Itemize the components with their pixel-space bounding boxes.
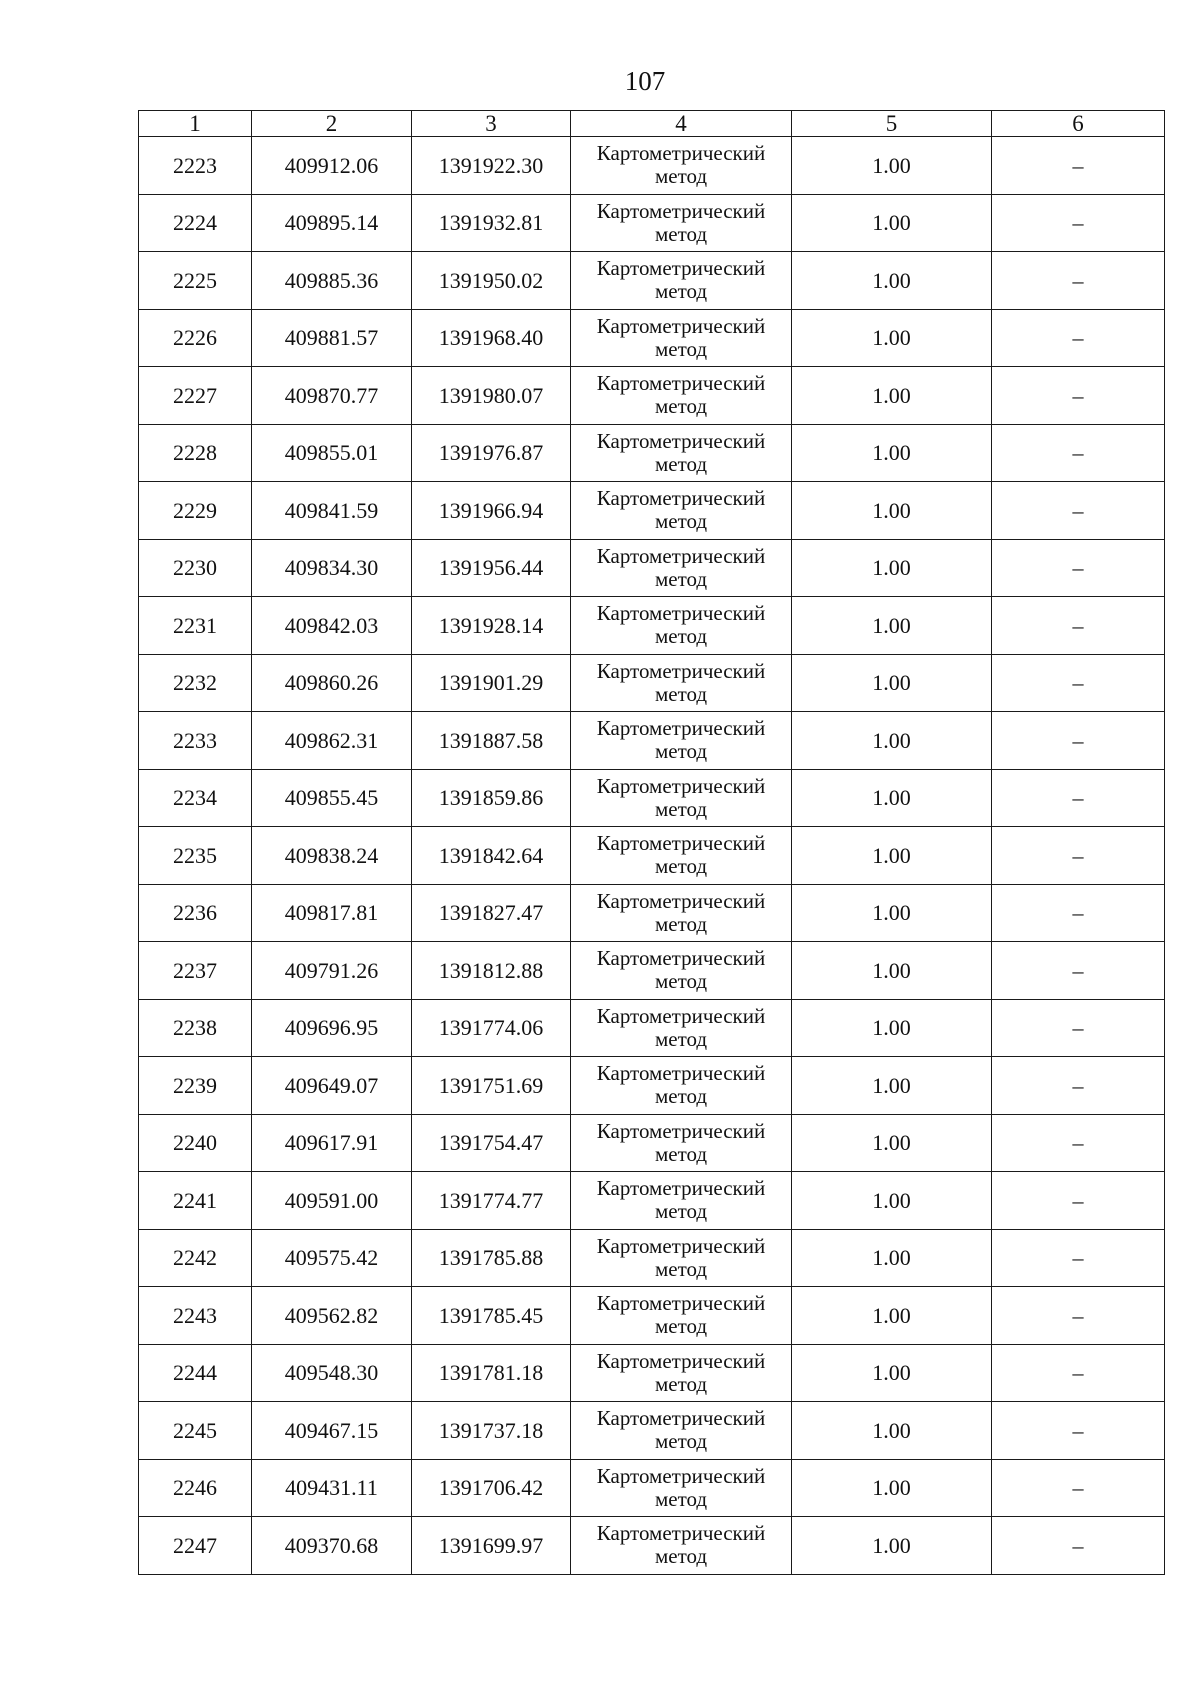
method-line-2: метод xyxy=(654,1256,708,1281)
table-row xyxy=(139,1344,1165,1402)
y-coordinate-cell: 1391976.87 xyxy=(412,424,571,482)
x-coordinate-cell: 409467.15 xyxy=(252,1402,412,1460)
method-line-1: Картометрический xyxy=(596,1406,766,1431)
y-coordinate-cell: 1391781.18 xyxy=(412,1344,571,1402)
note-cell: – xyxy=(992,424,1165,482)
table-body xyxy=(139,137,1165,1575)
accuracy-cell: 1.00 xyxy=(792,309,992,367)
method-line-2: метод xyxy=(654,164,708,189)
point-number-cell: 2230 xyxy=(139,539,252,597)
point-number-cell: 2244 xyxy=(139,1344,252,1402)
method-line-2: метод xyxy=(654,509,708,534)
accuracy-cell: 1.00 xyxy=(792,884,992,942)
note-cell: – xyxy=(992,367,1165,425)
method-line-2: метод xyxy=(654,336,708,361)
note-cell: – xyxy=(992,1287,1165,1345)
accuracy-cell: 1.00 xyxy=(792,539,992,597)
method-cell xyxy=(571,827,792,885)
point-number-cell: 2235 xyxy=(139,827,252,885)
method-cell xyxy=(571,194,792,252)
method-line-1: Картометрический xyxy=(596,946,766,971)
note-cell: – xyxy=(992,769,1165,827)
method-line-1: Картометрический xyxy=(596,543,766,568)
accuracy-cell: 1.00 xyxy=(792,1517,992,1575)
accuracy-cell: 1.00 xyxy=(792,1402,992,1460)
table-row xyxy=(139,424,1165,482)
method-line-2: метод xyxy=(654,681,708,706)
note-cell: – xyxy=(992,1517,1165,1575)
point-number-cell: 2240 xyxy=(139,1114,252,1172)
y-coordinate-cell: 1391922.30 xyxy=(412,137,571,195)
x-coordinate-cell: 409895.14 xyxy=(252,194,412,252)
point-number-cell: 2224 xyxy=(139,194,252,252)
column-header-5: 5 xyxy=(792,111,992,137)
y-coordinate-cell: 1391774.06 xyxy=(412,999,571,1057)
method-cell xyxy=(571,309,792,367)
note-cell: – xyxy=(992,482,1165,540)
point-number-cell: 2243 xyxy=(139,1287,252,1345)
y-coordinate-cell: 1391706.42 xyxy=(412,1459,571,1517)
method-line-1: Картометрический xyxy=(596,1003,766,1028)
accuracy-cell: 1.00 xyxy=(792,1172,992,1230)
method-line-1: Картометрический xyxy=(596,773,766,798)
table-row xyxy=(139,942,1165,1000)
note-cell: – xyxy=(992,1344,1165,1402)
accuracy-cell: 1.00 xyxy=(792,1287,992,1345)
accuracy-cell: 1.00 xyxy=(792,654,992,712)
point-number-cell: 2245 xyxy=(139,1402,252,1460)
note-cell: – xyxy=(992,252,1165,310)
point-number-cell: 2225 xyxy=(139,252,252,310)
table-row xyxy=(139,1459,1165,1517)
table-row xyxy=(139,769,1165,827)
x-coordinate-cell: 409817.81 xyxy=(252,884,412,942)
method-line-1: Картометрический xyxy=(596,1233,766,1258)
method-cell xyxy=(571,1287,792,1345)
method-line-1: Картометрический xyxy=(596,1118,766,1143)
x-coordinate-cell: 409885.36 xyxy=(252,252,412,310)
point-number-cell: 2238 xyxy=(139,999,252,1057)
note-cell: – xyxy=(992,597,1165,655)
method-line-2: метод xyxy=(654,566,708,591)
method-cell xyxy=(571,1229,792,1287)
y-coordinate-cell: 1391928.14 xyxy=(412,597,571,655)
accuracy-cell: 1.00 xyxy=(792,1459,992,1517)
page-number: 107 xyxy=(624,66,666,96)
accuracy-cell: 1.00 xyxy=(792,597,992,655)
method-line-2: метод xyxy=(654,854,708,879)
y-coordinate-cell: 1391966.94 xyxy=(412,482,571,540)
accuracy-cell: 1.00 xyxy=(792,1344,992,1402)
method-cell xyxy=(571,252,792,310)
note-cell: – xyxy=(992,1459,1165,1517)
point-number-cell: 2247 xyxy=(139,1517,252,1575)
table-row xyxy=(139,827,1165,885)
y-coordinate-cell: 1391785.88 xyxy=(412,1229,571,1287)
accuracy-cell: 1.00 xyxy=(792,712,992,770)
point-number-cell: 2223 xyxy=(139,137,252,195)
column-header-2: 2 xyxy=(252,111,412,137)
method-cell xyxy=(571,137,792,195)
y-coordinate-cell: 1391751.69 xyxy=(412,1057,571,1115)
x-coordinate-cell: 409855.01 xyxy=(252,424,412,482)
accuracy-cell: 1.00 xyxy=(792,827,992,885)
note-cell: – xyxy=(992,999,1165,1057)
table-row xyxy=(139,367,1165,425)
method-cell xyxy=(571,1459,792,1517)
point-number-cell: 2234 xyxy=(139,769,252,827)
accuracy-cell: 1.00 xyxy=(792,482,992,540)
note-cell: – xyxy=(992,827,1165,885)
point-number-cell: 2233 xyxy=(139,712,252,770)
accuracy-cell: 1.00 xyxy=(792,1229,992,1287)
method-cell xyxy=(571,654,792,712)
x-coordinate-cell: 409562.82 xyxy=(252,1287,412,1345)
method-line-1: Картометрический xyxy=(596,1291,766,1316)
method-line-1: Картометрический xyxy=(596,831,766,856)
y-coordinate-cell: 1391932.81 xyxy=(412,194,571,252)
point-number-cell: 2228 xyxy=(139,424,252,482)
note-cell: – xyxy=(992,539,1165,597)
coordinates-table xyxy=(138,110,1165,1575)
x-coordinate-cell: 409870.77 xyxy=(252,367,412,425)
method-line-2: метод xyxy=(654,1141,708,1166)
method-line-2: метод xyxy=(654,1486,708,1511)
method-cell xyxy=(571,1344,792,1402)
table-row xyxy=(139,1057,1165,1115)
note-cell: – xyxy=(992,1172,1165,1230)
accuracy-cell: 1.00 xyxy=(792,252,992,310)
method-line-1: Картометрический xyxy=(596,371,766,396)
table-row xyxy=(139,1517,1165,1575)
x-coordinate-cell: 409842.03 xyxy=(252,597,412,655)
method-line-2: метод xyxy=(654,279,708,304)
x-coordinate-cell: 409860.26 xyxy=(252,654,412,712)
accuracy-cell: 1.00 xyxy=(792,137,992,195)
method-line-1: Картометрический xyxy=(596,1463,766,1488)
method-line-1: Картометрический xyxy=(596,658,766,683)
x-coordinate-cell: 409838.24 xyxy=(252,827,412,885)
accuracy-cell: 1.00 xyxy=(792,367,992,425)
method-line-2: метод xyxy=(654,451,708,476)
table-row xyxy=(139,1402,1165,1460)
y-coordinate-cell: 1391968.40 xyxy=(412,309,571,367)
method-line-2: метод xyxy=(654,221,708,246)
table-row xyxy=(139,137,1165,195)
y-coordinate-cell: 1391827.47 xyxy=(412,884,571,942)
table-row xyxy=(139,1229,1165,1287)
y-coordinate-cell: 1391901.29 xyxy=(412,654,571,712)
method-line-2: метод xyxy=(654,1199,708,1224)
table-row xyxy=(139,654,1165,712)
note-cell: – xyxy=(992,884,1165,942)
y-coordinate-cell: 1391956.44 xyxy=(412,539,571,597)
table-row xyxy=(139,194,1165,252)
method-cell xyxy=(571,539,792,597)
y-coordinate-cell: 1391859.86 xyxy=(412,769,571,827)
point-number-cell: 2242 xyxy=(139,1229,252,1287)
y-coordinate-cell: 1391737.18 xyxy=(412,1402,571,1460)
method-cell xyxy=(571,1057,792,1115)
method-cell xyxy=(571,367,792,425)
method-cell xyxy=(571,942,792,1000)
note-cell: – xyxy=(992,1229,1165,1287)
method-line-1: Картометрический xyxy=(596,486,766,511)
accuracy-cell: 1.00 xyxy=(792,769,992,827)
x-coordinate-cell: 409912.06 xyxy=(252,137,412,195)
accuracy-cell: 1.00 xyxy=(792,1114,992,1172)
note-cell: – xyxy=(992,137,1165,195)
table-row xyxy=(139,1114,1165,1172)
table-row xyxy=(139,252,1165,310)
method-line-1: Картометрический xyxy=(596,313,766,338)
method-cell xyxy=(571,999,792,1057)
note-cell: – xyxy=(992,712,1165,770)
table-row xyxy=(139,539,1165,597)
method-cell xyxy=(571,482,792,540)
point-number-cell: 2231 xyxy=(139,597,252,655)
method-line-2: метод xyxy=(654,1314,708,1339)
x-coordinate-cell: 409841.59 xyxy=(252,482,412,540)
accuracy-cell: 1.00 xyxy=(792,999,992,1057)
method-line-1: Картометрический xyxy=(596,428,766,453)
accuracy-cell: 1.00 xyxy=(792,424,992,482)
y-coordinate-cell: 1391887.58 xyxy=(412,712,571,770)
x-coordinate-cell: 409881.57 xyxy=(252,309,412,367)
column-header-6: 6 xyxy=(992,111,1165,137)
method-cell xyxy=(571,424,792,482)
method-cell xyxy=(571,1172,792,1230)
method-cell xyxy=(571,1517,792,1575)
note-cell: – xyxy=(992,1114,1165,1172)
y-coordinate-cell: 1391980.07 xyxy=(412,367,571,425)
method-line-2: метод xyxy=(654,969,708,994)
method-line-2: метод xyxy=(654,1429,708,1454)
method-line-1: Картометрический xyxy=(596,1176,766,1201)
table-row xyxy=(139,1172,1165,1230)
note-cell: – xyxy=(992,309,1165,367)
note-cell: – xyxy=(992,654,1165,712)
method-line-1: Картометрический xyxy=(596,141,766,166)
note-cell: – xyxy=(992,1402,1165,1460)
column-header-4: 4 xyxy=(571,111,792,137)
accuracy-cell: 1.00 xyxy=(792,1057,992,1115)
point-number-cell: 2246 xyxy=(139,1459,252,1517)
point-number-cell: 2239 xyxy=(139,1057,252,1115)
method-line-1: Картометрический xyxy=(596,1061,766,1086)
method-line-2: метод xyxy=(654,1371,708,1396)
method-cell xyxy=(571,712,792,770)
x-coordinate-cell: 409855.45 xyxy=(252,769,412,827)
x-coordinate-cell: 409834.30 xyxy=(252,539,412,597)
note-cell: – xyxy=(992,942,1165,1000)
y-coordinate-cell: 1391950.02 xyxy=(412,252,571,310)
y-coordinate-cell: 1391785.45 xyxy=(412,1287,571,1345)
method-line-2: метод xyxy=(654,1084,708,1109)
x-coordinate-cell: 409591.00 xyxy=(252,1172,412,1230)
table-row xyxy=(139,712,1165,770)
method-line-2: метод xyxy=(654,1544,708,1569)
method-line-1: Картометрический xyxy=(596,1348,766,1373)
method-line-1: Картометрический xyxy=(596,601,766,626)
method-line-1: Картометрический xyxy=(596,256,766,281)
table-row xyxy=(139,309,1165,367)
x-coordinate-cell: 409370.68 xyxy=(252,1517,412,1575)
x-coordinate-cell: 409548.30 xyxy=(252,1344,412,1402)
y-coordinate-cell: 1391699.97 xyxy=(412,1517,571,1575)
method-cell xyxy=(571,1402,792,1460)
table-row xyxy=(139,999,1165,1057)
method-cell xyxy=(571,597,792,655)
table-row xyxy=(139,1287,1165,1345)
accuracy-cell: 1.00 xyxy=(792,194,992,252)
x-coordinate-cell: 409617.91 xyxy=(252,1114,412,1172)
accuracy-cell: 1.00 xyxy=(792,942,992,1000)
column-header-1: 1 xyxy=(139,111,252,137)
table-row xyxy=(139,884,1165,942)
note-cell: – xyxy=(992,1057,1165,1115)
y-coordinate-cell: 1391842.64 xyxy=(412,827,571,885)
x-coordinate-cell: 409696.95 xyxy=(252,999,412,1057)
x-coordinate-cell: 409649.07 xyxy=(252,1057,412,1115)
method-cell xyxy=(571,884,792,942)
method-cell xyxy=(571,1114,792,1172)
y-coordinate-cell: 1391774.77 xyxy=(412,1172,571,1230)
table-row xyxy=(139,597,1165,655)
point-number-cell: 2226 xyxy=(139,309,252,367)
point-number-cell: 2237 xyxy=(139,942,252,1000)
method-line-2: метод xyxy=(654,1026,708,1051)
x-coordinate-cell: 409431.11 xyxy=(252,1459,412,1517)
y-coordinate-cell: 1391754.47 xyxy=(412,1114,571,1172)
point-number-cell: 2241 xyxy=(139,1172,252,1230)
method-line-1: Картометрический xyxy=(596,716,766,741)
x-coordinate-cell: 409791.26 xyxy=(252,942,412,1000)
column-header-3: 3 xyxy=(412,111,571,137)
table-row xyxy=(139,482,1165,540)
x-coordinate-cell: 409862.31 xyxy=(252,712,412,770)
point-number-cell: 2236 xyxy=(139,884,252,942)
y-coordinate-cell: 1391812.88 xyxy=(412,942,571,1000)
point-number-cell: 2229 xyxy=(139,482,252,540)
method-line-2: метод xyxy=(654,394,708,419)
method-cell xyxy=(571,769,792,827)
point-number-cell: 2232 xyxy=(139,654,252,712)
method-line-1: Картометрический xyxy=(596,1521,766,1546)
method-line-1: Картометрический xyxy=(596,888,766,913)
point-number-cell: 2227 xyxy=(139,367,252,425)
note-cell: – xyxy=(992,194,1165,252)
x-coordinate-cell: 409575.42 xyxy=(252,1229,412,1287)
method-line-2: метод xyxy=(654,796,708,821)
method-line-2: метод xyxy=(654,624,708,649)
header-row xyxy=(139,111,1165,137)
method-line-1: Картометрический xyxy=(596,198,766,223)
method-line-2: метод xyxy=(654,911,708,936)
method-line-2: метод xyxy=(654,739,708,764)
